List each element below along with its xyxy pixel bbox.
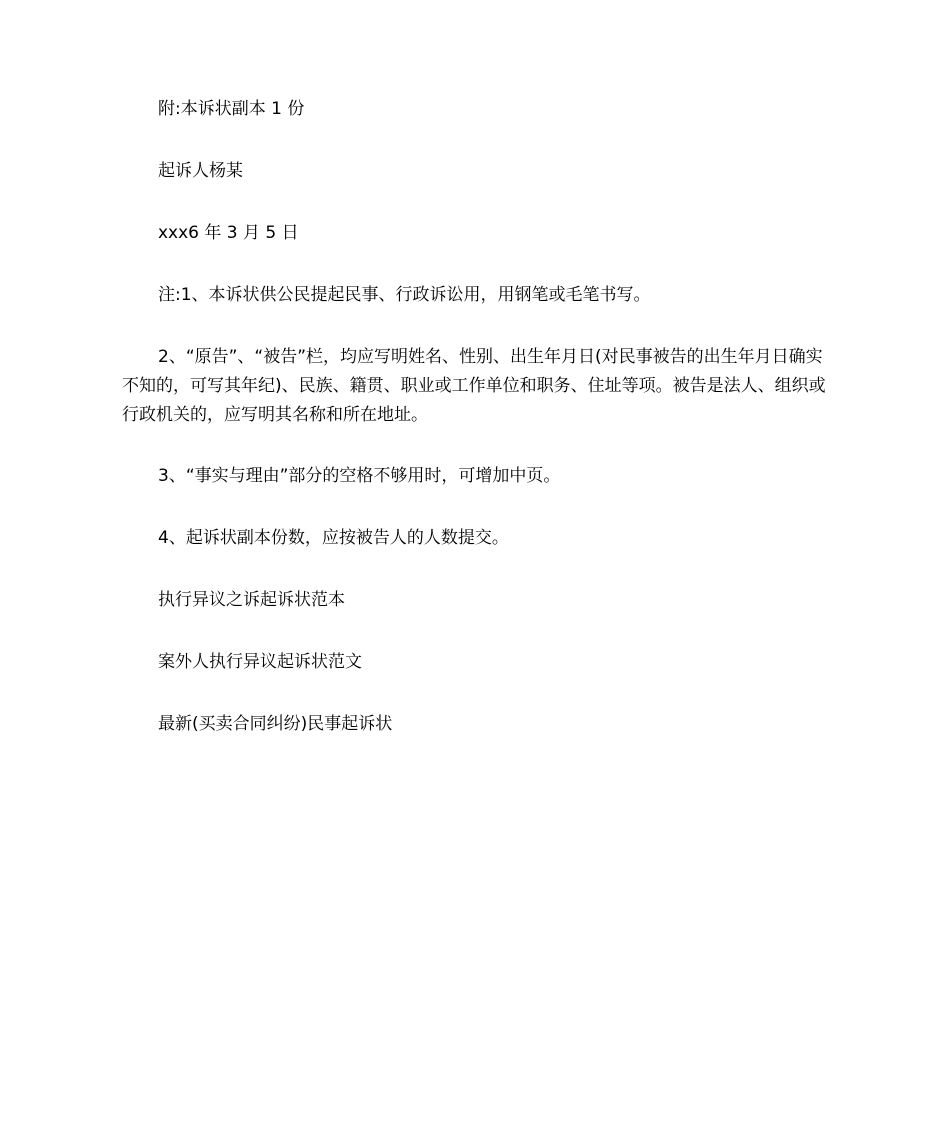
document-date: xxx6 年 3 月 5 日 — [158, 223, 299, 243]
note-item-3: 3、“事实与理由”部分的空格不够用时，可增加中页。 — [158, 466, 561, 486]
plaintiff-signature: 起诉人杨某 — [158, 161, 243, 181]
note-item-2: 2、“原告”、“被告”栏，均应写明姓名、性别、出生年月日(对民事被告的出生年月日确实不知的，可写其年纪)、民族、籍贯、职业或工作单位和职务、住址等项。被告是法人、组织或行政机关的，应写明其名称和所在地址。 — [122, 347, 826, 425]
note-item-4: 4、起诉状副本份数，应按被告人的人数提交。 — [158, 528, 509, 548]
related-title-1: 执行异议之诉起诉状范本 — [158, 590, 345, 610]
note-item-1: 注:1、本诉状供公民提起民事、行政诉讼用，用钢笔或毛笔书写。 — [158, 285, 651, 305]
related-title-2: 案外人执行异议起诉状范文 — [158, 652, 362, 672]
attachment-note: 附:本诉状副本 1 份 — [158, 99, 305, 119]
related-title-3: 最新(买卖合同纠纷)民事起诉状 — [158, 714, 393, 734]
